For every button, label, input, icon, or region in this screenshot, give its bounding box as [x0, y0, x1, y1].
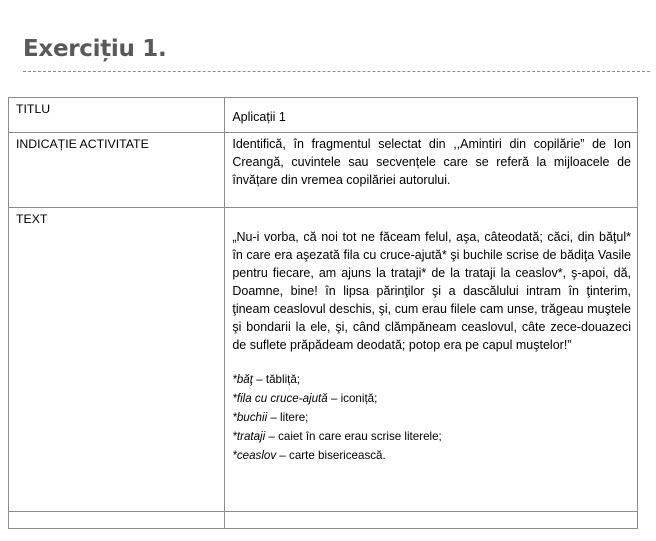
glossary-note: [232, 389, 631, 408]
glossary-note: [232, 408, 631, 427]
empty-value-cell: [225, 512, 638, 529]
empty-label: [9, 512, 224, 514]
title-label: TITLU: [16, 102, 51, 116]
instruction-value-cell: [225, 133, 638, 208]
glossary-note: [232, 370, 631, 389]
glossary-definition: – caiet în care erau scrise literele;: [265, 430, 442, 443]
text-value-cell: [225, 208, 638, 512]
glossary-definition: – tăbliță;: [252, 373, 301, 386]
exercise-heading: Exercițiu 1.: [23, 36, 167, 62]
glossary-notes: [232, 370, 631, 465]
glossary-term: *băţ: [232, 373, 253, 386]
glossary-term: *trataji: [232, 430, 266, 443]
glossary-note: [232, 446, 631, 465]
table-row-instruction: [9, 133, 638, 208]
text-label-cell: [9, 208, 225, 512]
heading-dashed-divider: [23, 71, 650, 72]
quote-paragraph: „Nu-i vorba, că noi tot ne făceam felul, aşa, câteodată; căci, din băţul* în care era aşezată fila cu cruce-ajută* şi buchile scrise de bădiţa Vasile pentru fiecare, am ajuns la trataji* de la trataji la ceaslov*, ş-apoi, dă, Doamne, bine! în lipsa părinţilor şi a dascălului intram în ţinterim, ţineam ceaslovul deschis, şi, cum erau filele cam unse, trăgeau muştele şi bondarii la ele, şi, când clămpăneam ceaslovul, câte zece-douazeci de suflete prăpădeam deodată; potop era pe capul muştelor!”: [232, 230, 631, 352]
empty-label-cell: [9, 512, 225, 529]
table-row-text: [9, 208, 638, 512]
table-row-title: [9, 98, 638, 133]
instruction-text: Identifică, în fragmentul selectat din ,,Amintiri din copilărie” de Ion Creangă, cuvintele sau secvențele care se referă la mijloacele de învățare din vremea copilăriei autorului.: [232, 137, 631, 187]
glossary-note: [232, 427, 631, 446]
text-label: TEXT: [16, 212, 48, 226]
title-value-cell: [225, 98, 638, 133]
glossary-definition: – litere;: [267, 411, 309, 424]
title-value: Aplicații 1: [232, 110, 286, 124]
instruction-label-cell: [9, 133, 225, 208]
glossary-term: *fila cu cruce-ajută: [232, 392, 328, 405]
title-label-cell: [9, 98, 225, 133]
table-row-empty: [9, 512, 638, 529]
glossary-definition: – iconiță;: [327, 392, 378, 405]
activity-table: [8, 97, 638, 529]
glossary-term: *ceaslov: [232, 449, 277, 462]
glossary-definition: – carte bisericească.: [276, 449, 386, 462]
glossary-term: *buchii: [232, 411, 268, 424]
instruction-label: INDICAȚIE ACTIVITATE: [16, 137, 149, 151]
